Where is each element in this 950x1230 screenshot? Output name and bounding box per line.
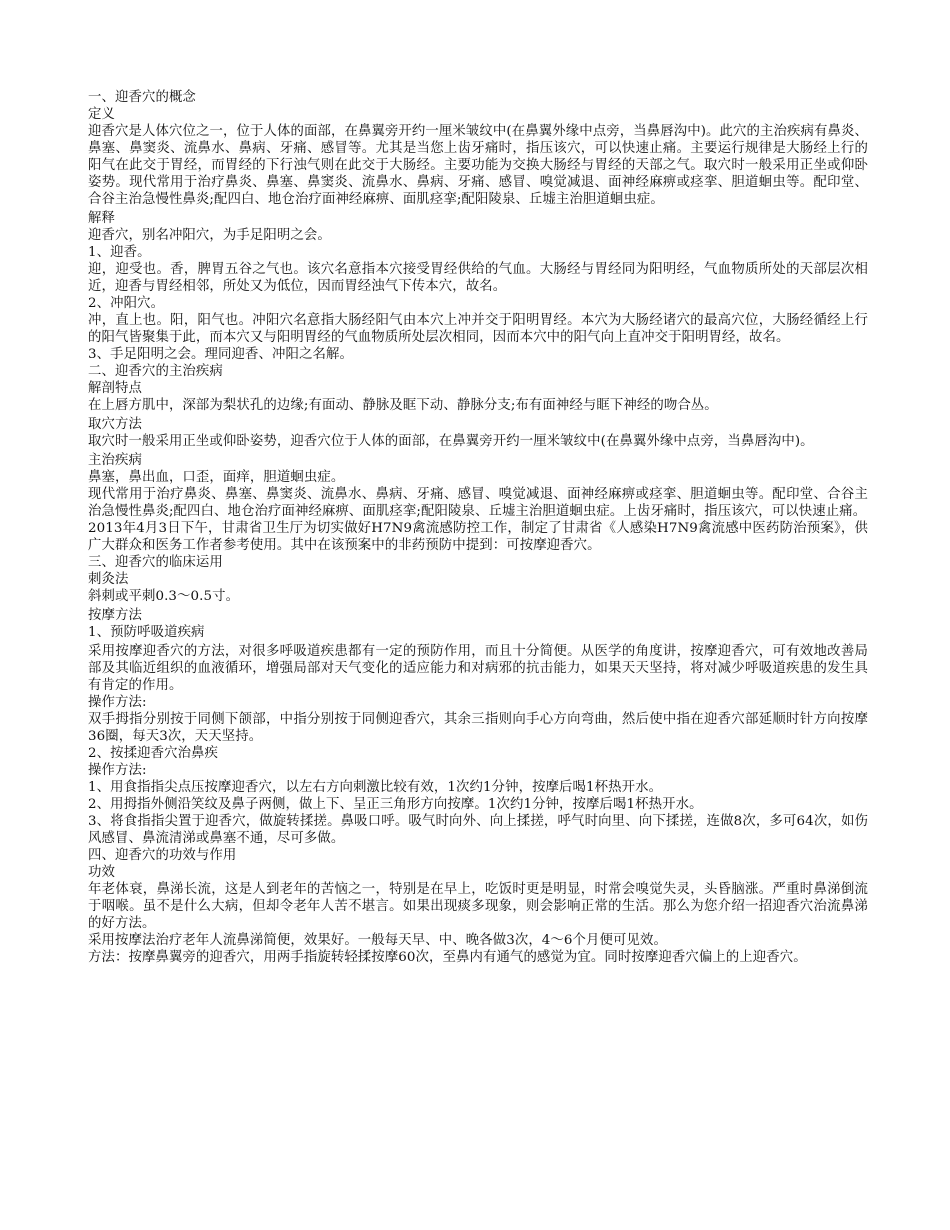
list-heading: 1、预防呼吸道疾病 [88,625,205,640]
section-heading: 三、迎香穴的临床运用 [88,555,223,570]
paragraph: 2013年4月3日下午，甘肃省卫生厅为切实做好H7N9禽流感防控工作，制定了甘肃省《人感染H7N9禽流感中医药防治预案》，供广大群众和医务工作者参考使用。其中在该预案中的非药预防中提到：可按摩迎香穴。 [88,521,868,553]
document-body [88,89,868,966]
paragraph: 方法：按摩鼻翼旁的迎香穴，用两手指旋转轻揉按摩60次，至鼻内有通气的感觉为宜。同时按摩迎香穴偏上的上迎香穴。 [88,950,807,965]
section-heading: 二、迎香穴的主治疾病 [88,364,223,379]
list-heading: 1、迎香。 [88,245,151,260]
subheading: 主治疾病 [88,453,142,468]
section-heading: 四、迎香穴的功效与作用 [88,848,237,863]
paragraph: 取穴时一般采用正坐或仰卧姿势，迎香穴位于人体的面部，在鼻翼旁开约一厘米皱纹中(在鼻翼外缘中点旁，当鼻唇沟中)。 [88,434,814,449]
paragraph: 采用按摩迎香穴的方法，对很多呼吸道疾患都有一定的预防作用，而且十分简便。从医学的角度讲，按摩迎香穴，可有效地改善局部及其临近组织的血液循环，增强局部对天气变化的适应能力和对病邪的抗击能力，如果天天坚持，将对减少呼吸道疾患的发生具有肯定的作用。 [88,644,868,693]
list-item: 3、将食指指尖置于迎香穴，做旋转揉搓。鼻吸口呼。吸气时向外、向上揉搓，呼气时向里、向下揉搓，连做8次，多可64次，如伤风感冒、鼻流清涕或鼻塞不通，尽可多做。 [88,814,868,846]
list-item: 1、用食指指尖点压按摩迎香穴，以左右方向刺激比较有效，1次约1分钟，按摩后喝1杯热开水。 [88,780,663,795]
subheading: 操作方法: [88,695,147,710]
paragraph: 迎香穴，别名冲阳穴，为手足阳明之会。 [88,228,331,243]
subheading: 定义 [88,107,115,122]
list-heading: 2、冲阳穴。 [88,296,165,311]
subheading: 解释 [88,211,115,226]
subheading: 刺灸法 [88,572,129,587]
subheading: 取穴方法 [88,417,142,432]
subheading: 解剖特点 [88,381,142,396]
paragraph: 冲，直上也。阳，阳气也。冲阳穴名意指大肠经阳气由本穴上冲并交于阳明胃经。本穴为大肠经诸穴的最高穴位，大肠经循经上行的阳气皆聚集于此，而本穴又与阳明胃经的气血物质所处层次相同，因而本穴中的阳气向上直冲交于阳明胃经，故名。 [88,313,868,345]
paragraph: 现代常用于治疗鼻炎、鼻塞、鼻窦炎、流鼻水、鼻病、牙痛、感冒、嗅觉减退、面神经麻痹或痉挛、胆道蛔虫等。配印堂、合谷主治急慢性鼻炎;配四白、地仓治疗面神经麻痹、面肌痉挛;配阳陵泉、丘墟主治胆道蛔虫症。上齿牙痛时，指压该穴，可以快速止痛。 [88,487,868,519]
subheading: 按摩方法 [88,608,142,623]
section-heading: 一、迎香穴的概念 [88,90,196,105]
paragraph: 采用按摩法治疗老年人流鼻涕简便，效果好。一般每天早、中、晚各做3次，4～6个月便可见效。 [88,933,667,948]
paragraph: 双手拇指分别按于同侧下颌部，中指分别按于同侧迎香穴，其余三指则向手心方向弯曲，然后使中指在迎香穴部延顺时针方向按摩36圈，每天3次，天天坚持。 [88,712,868,744]
subheading: 功效 [88,865,115,880]
paragraph: 鼻塞，鼻出血，口歪，面痒，胆道蛔虫症。 [88,470,345,485]
paragraph: 迎，迎受也。香，脾胃五谷之气也。该穴名意指本穴接受胃经供给的气血。大肠经与胃经同为阳明经，气血物质所处的天部层次相近，迎香与胃经相邻，所处又为低位，因而胃经浊气下传本穴，故名。 [88,262,868,294]
list-heading: 2、按揉迎香穴治鼻疾 [88,746,219,761]
list-item: 2、用拇指外侧沿笑纹及鼻子两侧，做上下、呈正三角形方向按摩。1次约1分钟，按摩后喝1杯热开水。 [88,797,703,812]
paragraph: 迎香穴是人体穴位之一，位于人体的面部，在鼻翼旁开约一厘米皱纹中(在鼻翼外缘中点旁，当鼻唇沟中)。此穴的主治疾病有鼻炎、鼻塞、鼻窦炎、流鼻水、鼻病、牙痛、感冒等。尤其是当您上齿牙痛时，指压该穴，可以快速止痛。主要运行规律是大肠经上行的阳气在此交于胃经，而胃经的下行浊气则在此交于大肠经。主要功能为交换大肠经与胃经的天部之气。取穴时一般采用正坐或仰卧姿势。现代常用于治疗鼻炎、鼻塞、鼻窦炎、流鼻水、鼻病、牙痛、感冒、嗅觉减退、面神经麻痹或痉挛、胆道蛔虫等。配印堂、合谷主治急慢性鼻炎;配四白、地仓治疗面神经麻痹、面肌痉挛;配阳陵泉、丘墟主治胆道蛔虫症。 [88,124,868,207]
paragraph: 年老体衰，鼻涕长流，这是人到老年的苦恼之一，特别是在早上，吃饭时更是明显，时常会嗅觉失灵，头昏脑涨。严重时鼻涕倒流于咽喉。虽不是什么大病，但却令老年人苦不堪言。如果出现痰多现象，则会影响正常的生活。那么为您介绍一招迎香穴治流鼻涕的好方法。 [88,882,868,931]
list-heading: 3、手足阳明之会。理同迎香、冲阳之名解。 [88,347,353,362]
paragraph: 在上唇方肌中，深部为梨状孔的边缘;有面动、静脉及眶下动、静脉分支;布有面神经与眶下神经的吻合丛。 [88,398,718,413]
subheading: 操作方法: [88,763,147,778]
paragraph: 斜刺或平刺0.3～0.5寸。 [88,589,240,604]
